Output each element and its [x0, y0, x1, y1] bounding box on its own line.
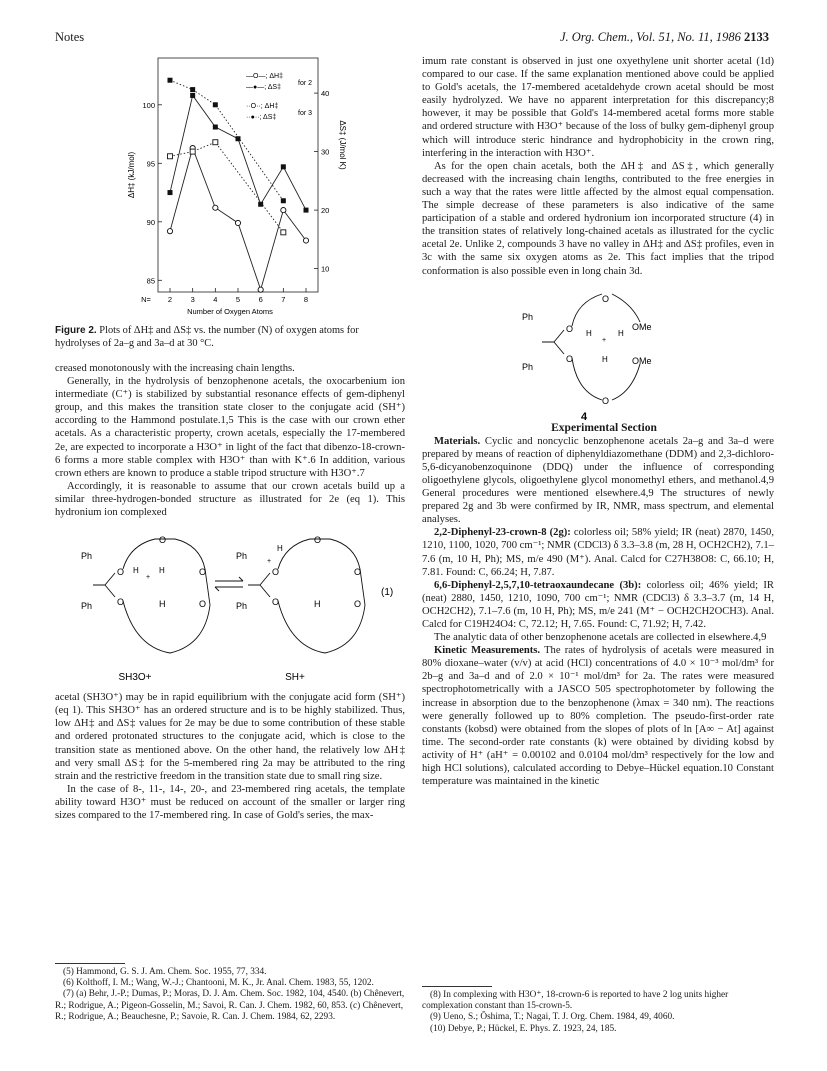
x-tick-label: 7 — [281, 295, 286, 304]
journal-volume: Vol. 51, No. 11, 1986 — [636, 30, 741, 44]
footnote: (8) In complexing with H3O⁺, 18-crown-6 is reported to have 2 log units higher complexation constant than 15-crown-5. — [422, 990, 729, 1012]
data-point-open — [258, 287, 263, 292]
footnote: (6) Kolthoff, I. M.; Wang, W.-J.; Chantooni, M. K., Jr. Anal. Chem. 1983, 55, 1202. — [63, 978, 374, 989]
series-line-2 — [170, 142, 283, 232]
acetal-bonds — [542, 330, 564, 354]
methoxy-label: OMe — [632, 321, 652, 332]
chain-bonds — [572, 294, 640, 400]
crown-ring-bonds — [278, 539, 365, 653]
x-tick-label: 5 — [235, 295, 241, 304]
data-point-open — [168, 154, 173, 159]
right-column — [422, 55, 774, 788]
figure-caption-label: Figure 2. — [55, 325, 97, 336]
x-tick-label: 8 — [303, 295, 309, 304]
left-column — [55, 362, 405, 822]
phenyl-label: Ph — [81, 601, 93, 612]
y-right-tick-label: 10 — [321, 264, 330, 274]
x-tick-label: 4 — [213, 295, 218, 304]
footnote-rule — [422, 986, 492, 987]
compound-number: 4 — [580, 410, 588, 423]
data-point-filled — [213, 102, 218, 107]
oxygen-label: O — [354, 567, 362, 578]
x-axis-label: Number of Oxygen Atoms — [187, 307, 273, 316]
paragraph: In the case of 8-, 11-, 14-, 20-, and 23-membered ring acetals, the template ability toward H3O⁺ must be reduced on account of the smaller or larger ring sizes compared to the 17-membered ring. In case of Gold's series, the max- — [55, 783, 405, 821]
figure-caption — [55, 325, 405, 350]
data-point-filled — [190, 93, 195, 98]
phenyl-label: Ph — [522, 311, 534, 322]
data-point-open — [190, 149, 195, 154]
page-number: 2133 — [744, 30, 769, 44]
journal-name: J. Org. Chem., — [559, 30, 634, 44]
hydrogen-label: H — [133, 566, 139, 576]
footnote: (5) Hammond, G. S. J. Am. Chem. Soc. 1955, 77, 334. — [63, 967, 267, 977]
phenyl-label: Ph — [236, 601, 248, 612]
structure-4 — [422, 284, 774, 423]
figure-caption-text: Plots of ΔH‡ and ΔS‡ vs. the number (N) of oxygen atoms for hydrolyses of 2a–g and 3a–d at 30 °C. — [55, 325, 359, 349]
oxygen-label: O — [199, 567, 207, 578]
hydrogen-label: H — [277, 544, 283, 554]
paragraph: creased monotonously with the increasing chain lengths. — [55, 363, 295, 374]
x-tick-label: 2 — [167, 295, 173, 304]
y-left-axis-label: ΔH‡ (kJ/mol) — [127, 151, 136, 199]
oxygen-label: O — [602, 395, 610, 406]
legend-group-label: for 3 — [298, 110, 313, 117]
charge-label: + — [146, 574, 151, 582]
phenyl-label: Ph — [522, 361, 534, 372]
acetal-bonds — [93, 573, 115, 597]
legend-entry: ··●··; ΔS‡ — [246, 114, 277, 121]
paragraph: 2,2-Diphenyl-23-crown-8 (2g): colorless oil; 58% yield; IR (neat) 2870, 1450, 1210, 1100, 1020, 700 cm⁻¹; NMR (CDCl3) δ 3.3–3.8 (m, 28 H, OCH2CH2), 7.1–7.6 (m, 10 H, Ph); MS, m/e 490 (M⁺). Anal. Calcd for C27H38O8: C, 66.10; H, 7.81. Found: C, 66.24; H, 7.87. — [422, 527, 774, 578]
data-point-open — [167, 229, 172, 234]
phenyl-label: Ph — [81, 551, 93, 562]
equation-number: (1) — [381, 587, 394, 599]
paragraph: 6,6-Diphenyl-2,5,7,10-tetraoxaundecane (3b): colorless oil; 46% yield; IR (neat) 2880, 1450, 1210, 1090, 700 cm⁻¹; NMR (CDCl3) δ 3.3–3.7 (m, 14 H, OCH2CH2), 7.1–7.6 (m, 10 H, Ph); MS, m/e 241 (M⁺ − OCH2CH2OCH3). Anal. Calcd for C19H24O4: C, 72.12; H, 7.65. Found: C, 71.92; H, 7.42. — [422, 579, 774, 630]
data-point-filled — [281, 164, 286, 169]
methoxy-label: OMe — [632, 355, 652, 366]
running-head-section: Notes — [55, 30, 85, 44]
experimental-section-title: Experimental Section — [551, 421, 657, 434]
running-head-citation — [560, 30, 769, 45]
data-point-open — [213, 205, 218, 210]
oxygen-label: O — [354, 599, 362, 610]
data-point-open — [303, 238, 308, 243]
y-left-tick-label: 85 — [146, 276, 155, 286]
figure-2-chart — [120, 50, 380, 322]
y-left-tick-label: 100 — [142, 100, 155, 110]
plot-frame — [158, 58, 318, 292]
y-right-axis-label: ΔS‡ (J/mol K) — [338, 120, 347, 170]
hydrogen-label: H — [586, 328, 592, 338]
hydrogen-label: H — [159, 599, 166, 610]
paragraph: acetal (SH3O⁺) may be in rapid equilibrium with the conjugate acid form (SH⁺) (eq 1). This SH3O⁺ has an ordered structure and is to be highly stabilized. Thus, low ΔH‡ and ΔS‡ values for 2e may be due to some contribution of these stable and ordered protonated structures to the conjugate acid, which is close to the transition state as mentioned above. On the other hand, the relatively low ΔH‡ and very small ΔS‡ for the 5-membered ring 2a may be attributed to the ring strain and the restrictive freedom in the transition state due to small ring size. — [55, 692, 405, 782]
y-right-tick-label: 20 — [321, 206, 330, 216]
hydrogen-label: H — [618, 328, 624, 338]
footnote-rule — [55, 963, 125, 964]
legend-entry: —●—; ΔS‡ — [246, 84, 281, 91]
oxygen-label: O — [117, 597, 125, 608]
charge-label: + — [267, 558, 272, 566]
oxygen-label: O — [199, 599, 207, 610]
hydrogen-label: H — [314, 599, 321, 610]
data-point-filled — [190, 87, 195, 92]
series-line-0 — [170, 148, 306, 290]
footnotes-left — [55, 967, 405, 1023]
oxygen-label: O — [602, 293, 610, 304]
oxygen-label: O — [272, 567, 280, 578]
oxygen-label: O — [566, 323, 574, 334]
oxygen-label: O — [159, 535, 167, 546]
oxygen-label: O — [272, 597, 280, 608]
paragraph: The analytic data of other benzophenone acetals are collected in elsewhere.4,9 — [434, 632, 767, 644]
species-label: SH3O+ — [118, 672, 152, 684]
hydrogen-label: H — [159, 566, 165, 576]
data-point-filled — [213, 125, 218, 130]
footnote: (10) Debye, P.; Hückel, E. Phys. Z. 1923, 24, 185. — [430, 1023, 617, 1034]
oxygen-label: O — [566, 353, 574, 364]
data-point-open — [281, 230, 286, 235]
paragraph: Kinetic Measurements. The rates of hydrolysis of acetals were measured in 80% dioxane–water (v/v) at acid (HCl) concentrations of 4.0 × 10⁻³ mol/dm³ for 2b–g and 3a–d and of 2.0 × 10⁻¹ mol/dm³ for 2a. The rates were measured spectrophotometrically with a JASCO 505 spectrophotometer by following the increase in absorption due to the benzophenone (λmax = 340 nm). The reactions were generally followed up to 80% completion. The pseudo-first-order rate constants (kobsd) were obtained from the slopes of plots of ln [A∞ − At] against time. The second-order rate constants (k) were obtained by dividing kobsd by activity of H⁺ (aH⁺ = 0.00102 and 0.0104 mol/dm³ respectively for the low and high HCl solutions), calculated according to Debye–Hückel equation.10 Constant temperature was maintained in the kinetic — [422, 645, 774, 788]
phenyl-label: Ph — [236, 551, 248, 562]
series-line-3 — [170, 80, 283, 201]
oxygen-label: O — [314, 535, 322, 546]
legend-group-label: for 2 — [298, 80, 313, 87]
x-tick-label: 6 — [258, 295, 263, 304]
y-right-tick-label: 30 — [321, 147, 330, 157]
paragraph: imum rate constant is observed in just one oxyethylene unit shorter acetal (1d) compared to our case. If the same explanation mentioned above could be applied to Gold's acetals, the 17-membered acetaldehyde crown acetal should be most easily hydrolyzed. We have no apparent interpretation for this discrepancy;8 however, it may be possible that Gold's 14-membered acetal forms more stable and ordered structure with H3O⁺ because of the loss of bulky gem-diphenyl group which will introduce steric hindrance and hydrophobicity in the crown ring, interfering in the interaction with H3O⁺. — [422, 56, 774, 159]
data-point-filled — [281, 198, 286, 203]
oxygen-label: O — [117, 567, 125, 578]
x-prefix-label: N= — [141, 295, 151, 304]
y-right-tick-label: 40 — [321, 89, 330, 99]
equation-1-scheme — [55, 525, 405, 687]
data-point-open — [281, 208, 286, 213]
data-point-filled — [304, 208, 309, 213]
paragraph: As for the open chain acetals, both the ΔH‡ and ΔS‡, which generally decreased with the increasing chain lengths, contributed to the free energies in such a way that the rates were little affected by the almost equal compensation. The simple decrease of these parameters is also indicative of the same participation of a stable and ordered hydronium ion incorporated structure (4) in the transition states of relatively long-chained acetals as illustrated for the cyclic acetal 2e. Unlike 2, compounds 3 have no valley in ΔH‡ and ΔS‡ profiles, even in 3c with the same six oxygen atoms as 2e. This fact implies that the tripod conformation is also possible even in long chain 3d. — [422, 160, 774, 277]
footnote: (9) Ueno, S.; Ōshima, T.; Nagai, T. J. Org. Chem. 1984, 49, 4060. — [430, 1012, 675, 1023]
x-tick-label: 3 — [190, 295, 195, 304]
y-left-tick-label: 95 — [146, 159, 155, 169]
hydrogen-label: H — [602, 354, 608, 364]
y-left-tick-label: 90 — [146, 217, 155, 227]
paragraph: Accordingly, it is reasonable to assume that our crown acetals build up a similar three-hydrogen-bonded structure as illustrated for 2e (eq 1). This hydronium ion complexed — [55, 480, 405, 519]
paragraph: Materials. Cyclic and noncyclic benzophenone acetals 2a–g and 3a–d were prepared by means of reaction of diphenyldiazomethane (DDM) and 2,3-dichloro-5,6-dicyanobenzoquinone (DDQ) under the influence of corresponding oligoethylene glycols, oligoethylene glycol monomethyl ethers, and methanol.4,9 General procedures were mentioned elsewhere.4,9 The structures of newly prepared 2g and 3b were confirmed by IR, NMR, mass spectrum, and elemental analyses. — [422, 435, 774, 526]
legend-entry: ··O··; ΔH‡ — [246, 103, 279, 110]
species-label: SH+ — [285, 672, 305, 684]
crown-ring-bonds — [123, 539, 210, 653]
charge-label: + — [602, 336, 607, 344]
data-point-open — [213, 140, 218, 145]
data-point-filled — [168, 78, 173, 83]
footnote: (7) (a) Behr, J.-P.; Dumas, P.; Moras, D. J. Am. Chem. Soc. 1982, 104, 4540. (b) Chênevert, R.; Rodrigue, A.; Pigeon-Gosselin, M.; Savoi, R. Can. J. Chem. 1982, 60, 853. (c) Chênevert, R.; Rodrigue, A.; Beauchesne, P.; Savoie, R. Can. J. Chem. 1984, 62, 2293. — [55, 989, 405, 1022]
paragraph: Generally, in the hydrolysis of benzophenone acetals, the oxocarbenium ion intermediate (C⁺) is stabilized by substantial resonance effects of gem-diphenyl group, and this makes the transition state closer to the conjugate acid (SH⁺) according to the Hammond postulate.1,5 This is the case with our crown ether acetals. As a characteristic property, crown acetals, especially the 17-membered 2e, are expected to incorporate a H3O⁺ in light of the fact that dibenzo-18-crown-6 forms a more stable complex with H3O⁺ than with K⁺.6 In addition, various crown ethers are known to produce a stable tripod structure with H3O⁺.7 — [55, 376, 405, 479]
footnotes-right — [422, 990, 774, 1035]
acetal-bonds — [248, 573, 270, 597]
legend-entry: —O—; ΔH‡ — [246, 73, 283, 80]
data-point-open — [235, 220, 240, 225]
data-point-filled — [168, 190, 173, 195]
equilibrium-arrowheads — [215, 577, 243, 591]
